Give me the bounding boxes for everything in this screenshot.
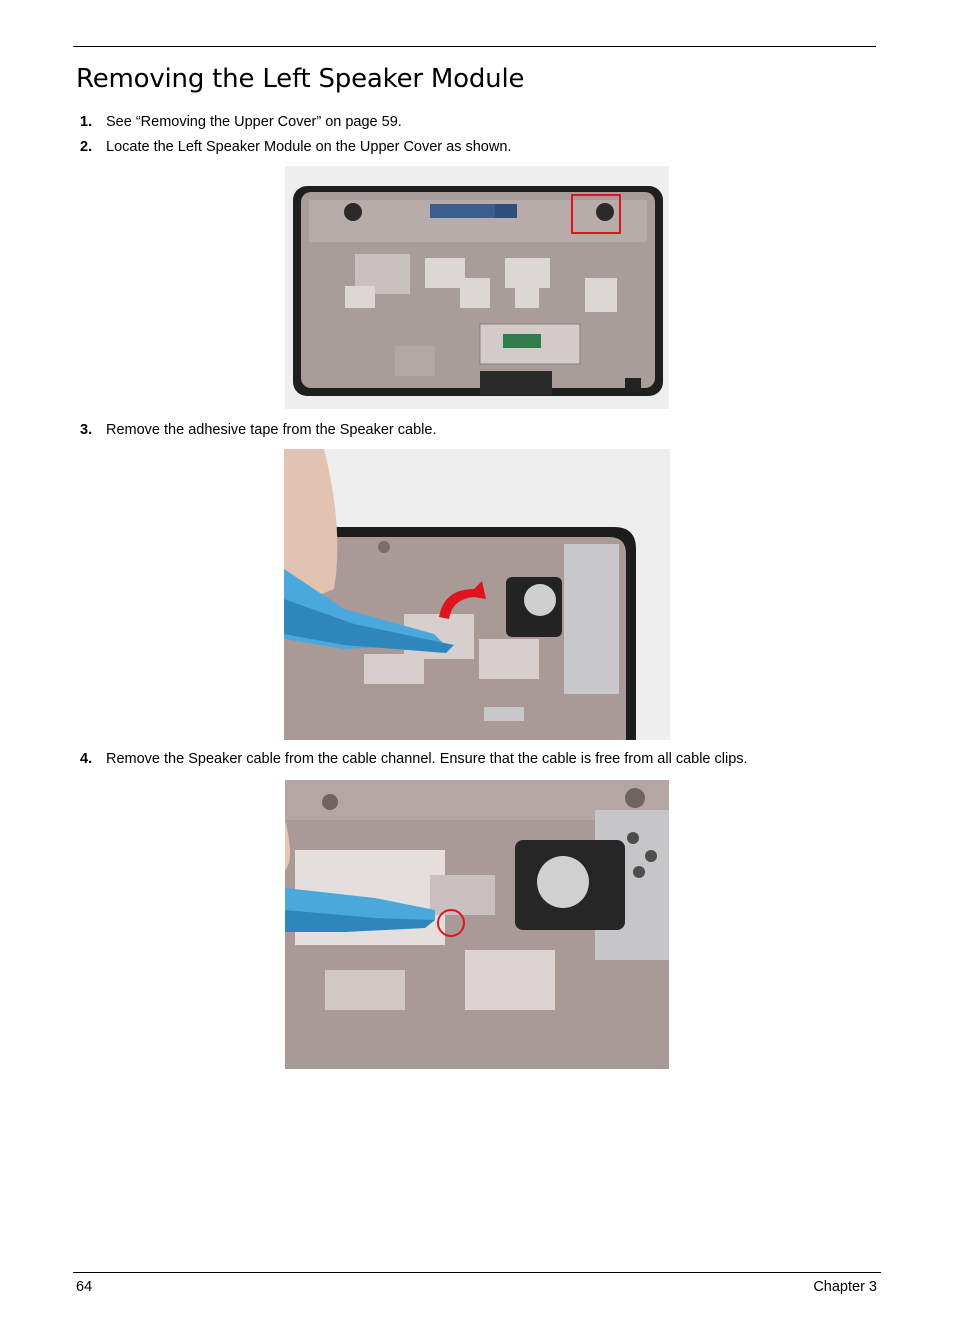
- page-title: Removing the Left Speaker Module: [76, 64, 525, 94]
- page-number: 64: [76, 1279, 93, 1295]
- step-1: [80, 113, 402, 131]
- chapter-label: Chapter 3: [813, 1279, 877, 1295]
- adhesive-tape-photo: [284, 449, 670, 740]
- step-number: 2.: [80, 139, 93, 155]
- step-4: [80, 750, 748, 768]
- step-number: 1.: [80, 114, 93, 130]
- step-number: 3.: [80, 422, 93, 438]
- step-text: Remove the adhesive tape from the Speaker cable.: [106, 422, 437, 438]
- header-rule: [73, 46, 876, 47]
- step-3: [80, 421, 436, 439]
- step-text: Locate the Left Speaker Module on the Upper Cover as shown.: [106, 139, 512, 155]
- step-number: 4.: [80, 751, 93, 767]
- step-text: See “Removing the Upper Cover” on page 59.: [106, 114, 402, 130]
- upper-cover-photo: [285, 166, 669, 409]
- step-text: Remove the Speaker cable from the cable channel. Ensure that the cable is free from all cable clips.: [106, 751, 748, 767]
- speaker-cable-photo: [285, 780, 669, 1069]
- step-2: [80, 138, 511, 156]
- footer-rule: [73, 1272, 881, 1273]
